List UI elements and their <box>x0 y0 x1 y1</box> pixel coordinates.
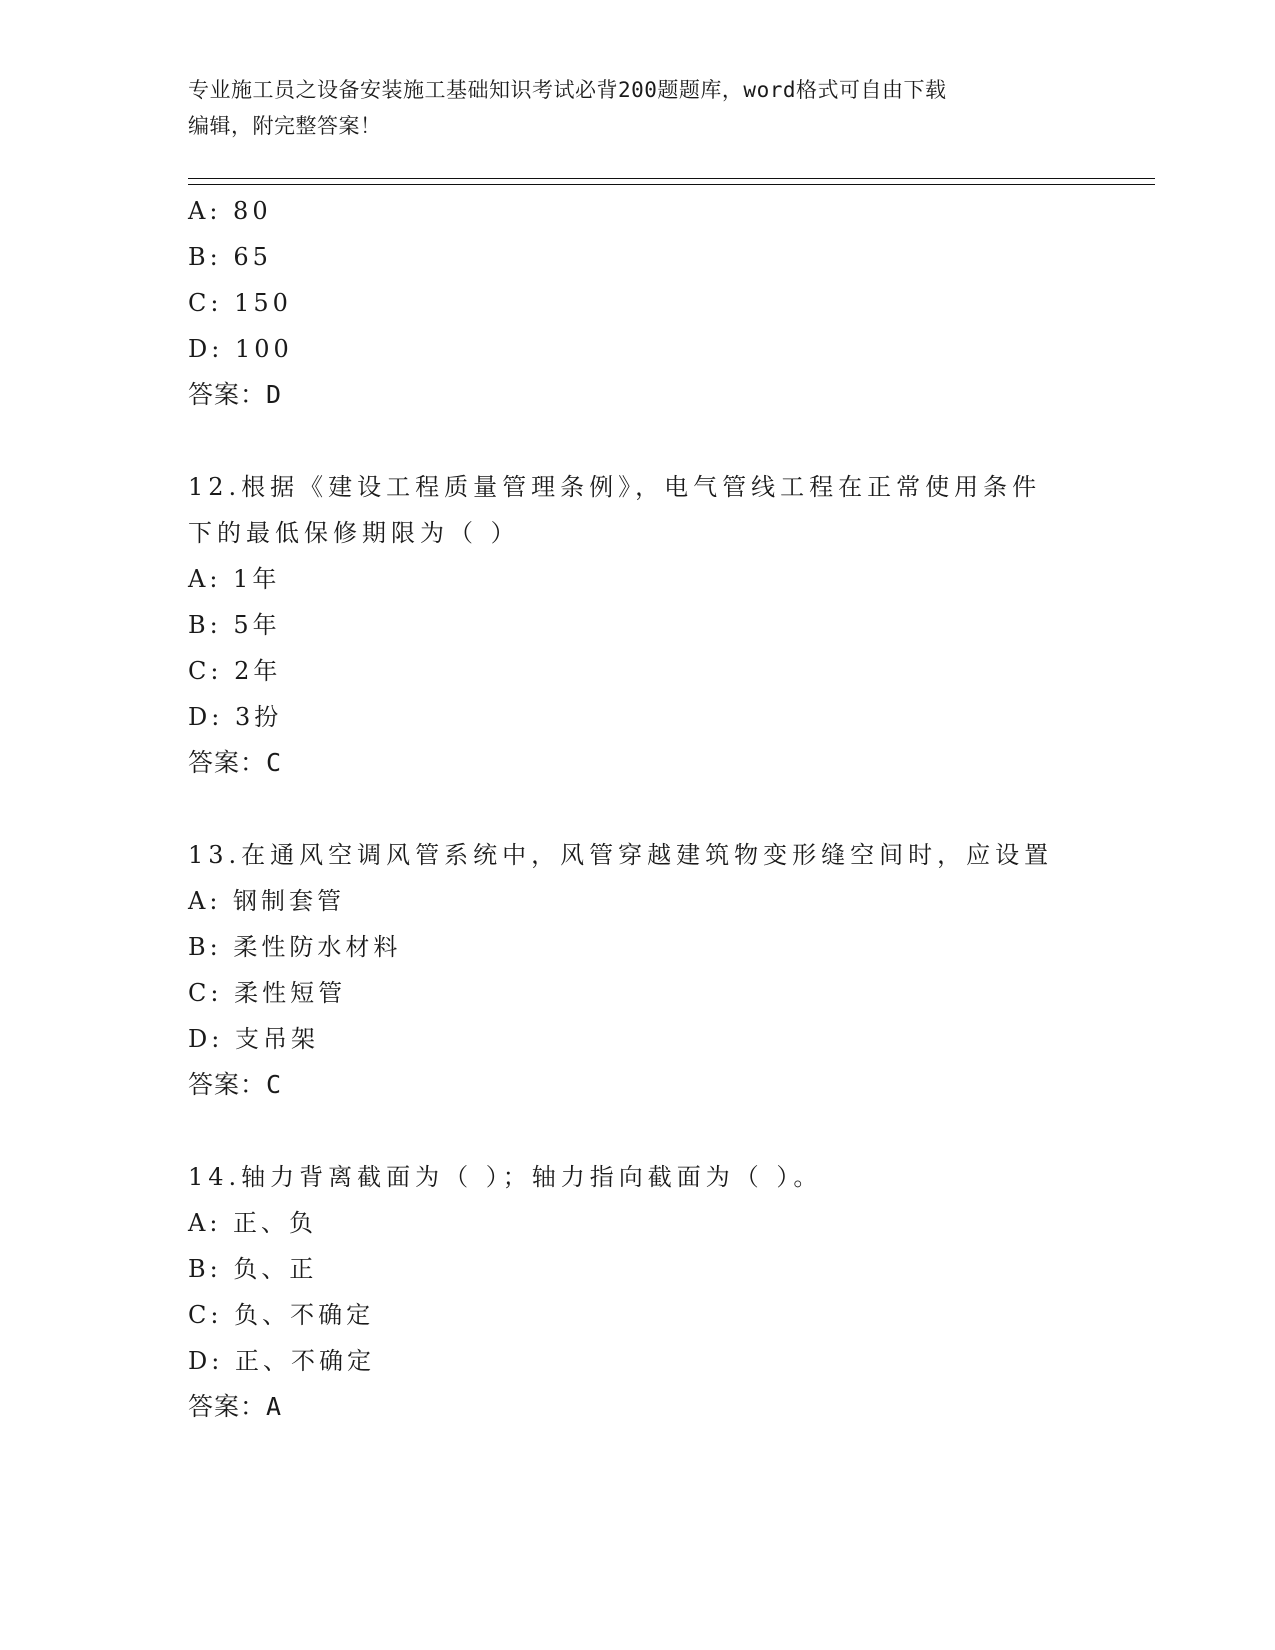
option-b: B: 负、正 <box>188 1255 318 1283</box>
option-c: C: 150 <box>188 289 292 317</box>
question-text: 13.在通风空调风管系统中，风管穿越建筑物变形缝空间时，应设置 <box>188 841 1054 869</box>
option-c: C: 负、不确定 <box>188 1301 375 1329</box>
option-c: C: 2年 <box>188 657 282 685</box>
answer-line: 答案：A <box>188 1392 283 1421</box>
header-divider <box>188 178 1155 185</box>
question-12-block <box>188 464 1148 786</box>
option-b: B: 柔性防水材料 <box>188 933 402 961</box>
option-d: D: 3扮 <box>188 703 283 731</box>
option-a: A: 1年 <box>188 565 281 593</box>
header-title-line-1: 专业施工员之设备安装施工基础知识考试必背200题题库，word格式可自由下载 <box>188 78 947 102</box>
option-d: D: 支吊架 <box>188 1025 319 1053</box>
question-text: 14.轴力背离截面为（ ）；轴力指向截面为（ ）。 <box>188 1163 823 1191</box>
question-text: 12.根据《建设工程质量管理条例》，电气管线工程在正常使用条件下的最低保修期限为（ ） <box>188 473 1042 547</box>
option-b: B: 65 <box>188 243 272 271</box>
answer-line: 答案：C <box>188 748 283 777</box>
header-title-line-2: 编辑，附完整答案！ <box>188 114 382 138</box>
option-d: D: 正、不确定 <box>188 1347 375 1375</box>
option-a: A: 钢制套管 <box>188 887 346 915</box>
answer-line: 答案：C <box>188 1070 283 1099</box>
option-a: A: 正、负 <box>188 1209 318 1237</box>
page-header <box>188 72 1088 144</box>
option-d: D: 100 <box>188 335 293 363</box>
option-a: A: 80 <box>188 197 272 225</box>
option-b: B: 5年 <box>188 611 281 639</box>
question-11-block <box>188 188 1148 418</box>
question-13-block <box>188 832 1148 1108</box>
answer-line: 答案：D <box>188 380 283 409</box>
question-14-block <box>188 1154 1148 1430</box>
option-c: C: 柔性短管 <box>188 979 347 1007</box>
document-body <box>188 188 1148 1430</box>
